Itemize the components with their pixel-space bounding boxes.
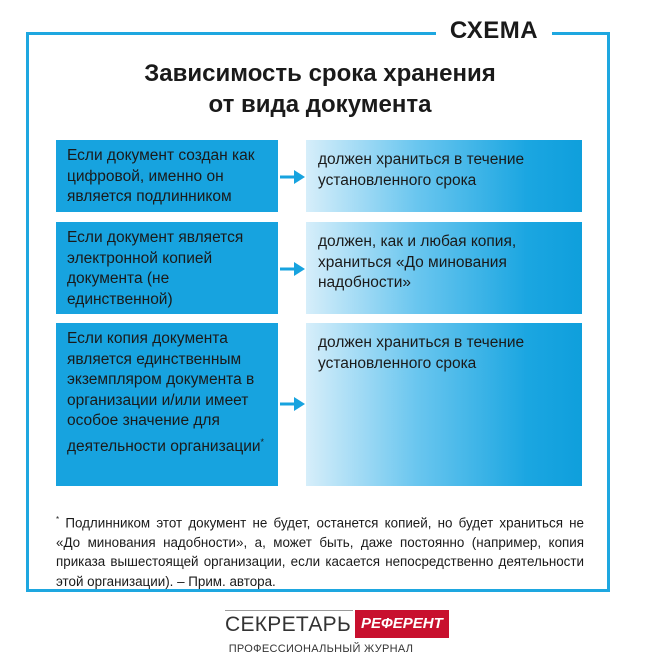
condition-text: Если документ создан как цифровой, именно он является подлинником [67,147,255,205]
result-text: должен храниться в течение установленного срока [318,151,525,189]
arrow-right-icon [280,396,306,412]
result-text: должен храниться в течение установленного срока [318,334,525,372]
condition-box-3 [56,323,278,486]
result-text: должен, как и любая копия, храниться «До минования надобности» [318,233,517,291]
logo-part-1: СЕКРЕТАРЬ [225,610,353,638]
scheme-badge: СХЕМА [436,14,552,48]
journal-logo [225,610,449,638]
logo-part-2: РЕФЕРЕНТ [355,610,449,638]
arrow-right-icon [280,261,306,277]
diagram-title [40,58,600,120]
result-box-3 [306,323,582,486]
result-box-1 [306,140,582,212]
footnote-mark: * [260,436,265,447]
logo-subtitle: ПРОФЕССИОНАЛЬНЫЙ ЖУРНАЛ [228,643,414,655]
condition-text: Если копия документа является единственным экземпляром документа в организации и/или имеет особое значение для деятельности организации [67,330,261,455]
condition-box-2 [56,222,278,314]
result-box-2 [306,222,582,314]
condition-box-1 [56,140,278,212]
condition-text: Если документ является электронной копией документа (не единственной) [67,229,244,308]
footnote [56,510,584,591]
title-line-1: Зависимость срока хранения [144,60,496,87]
title-line-2: от вида документа [208,91,432,118]
footnote-mark: * [56,515,60,524]
arrow-right-icon [280,169,306,185]
footnote-text: Подлинником этот документ не будет, останется копией, но будет храниться не «До минования надобности», а, может быть, даже постоянно (например, копия приказа вышестоящей организации, если касается непосредственно деятельности этой организации). – Прим. автора. [56,515,584,589]
